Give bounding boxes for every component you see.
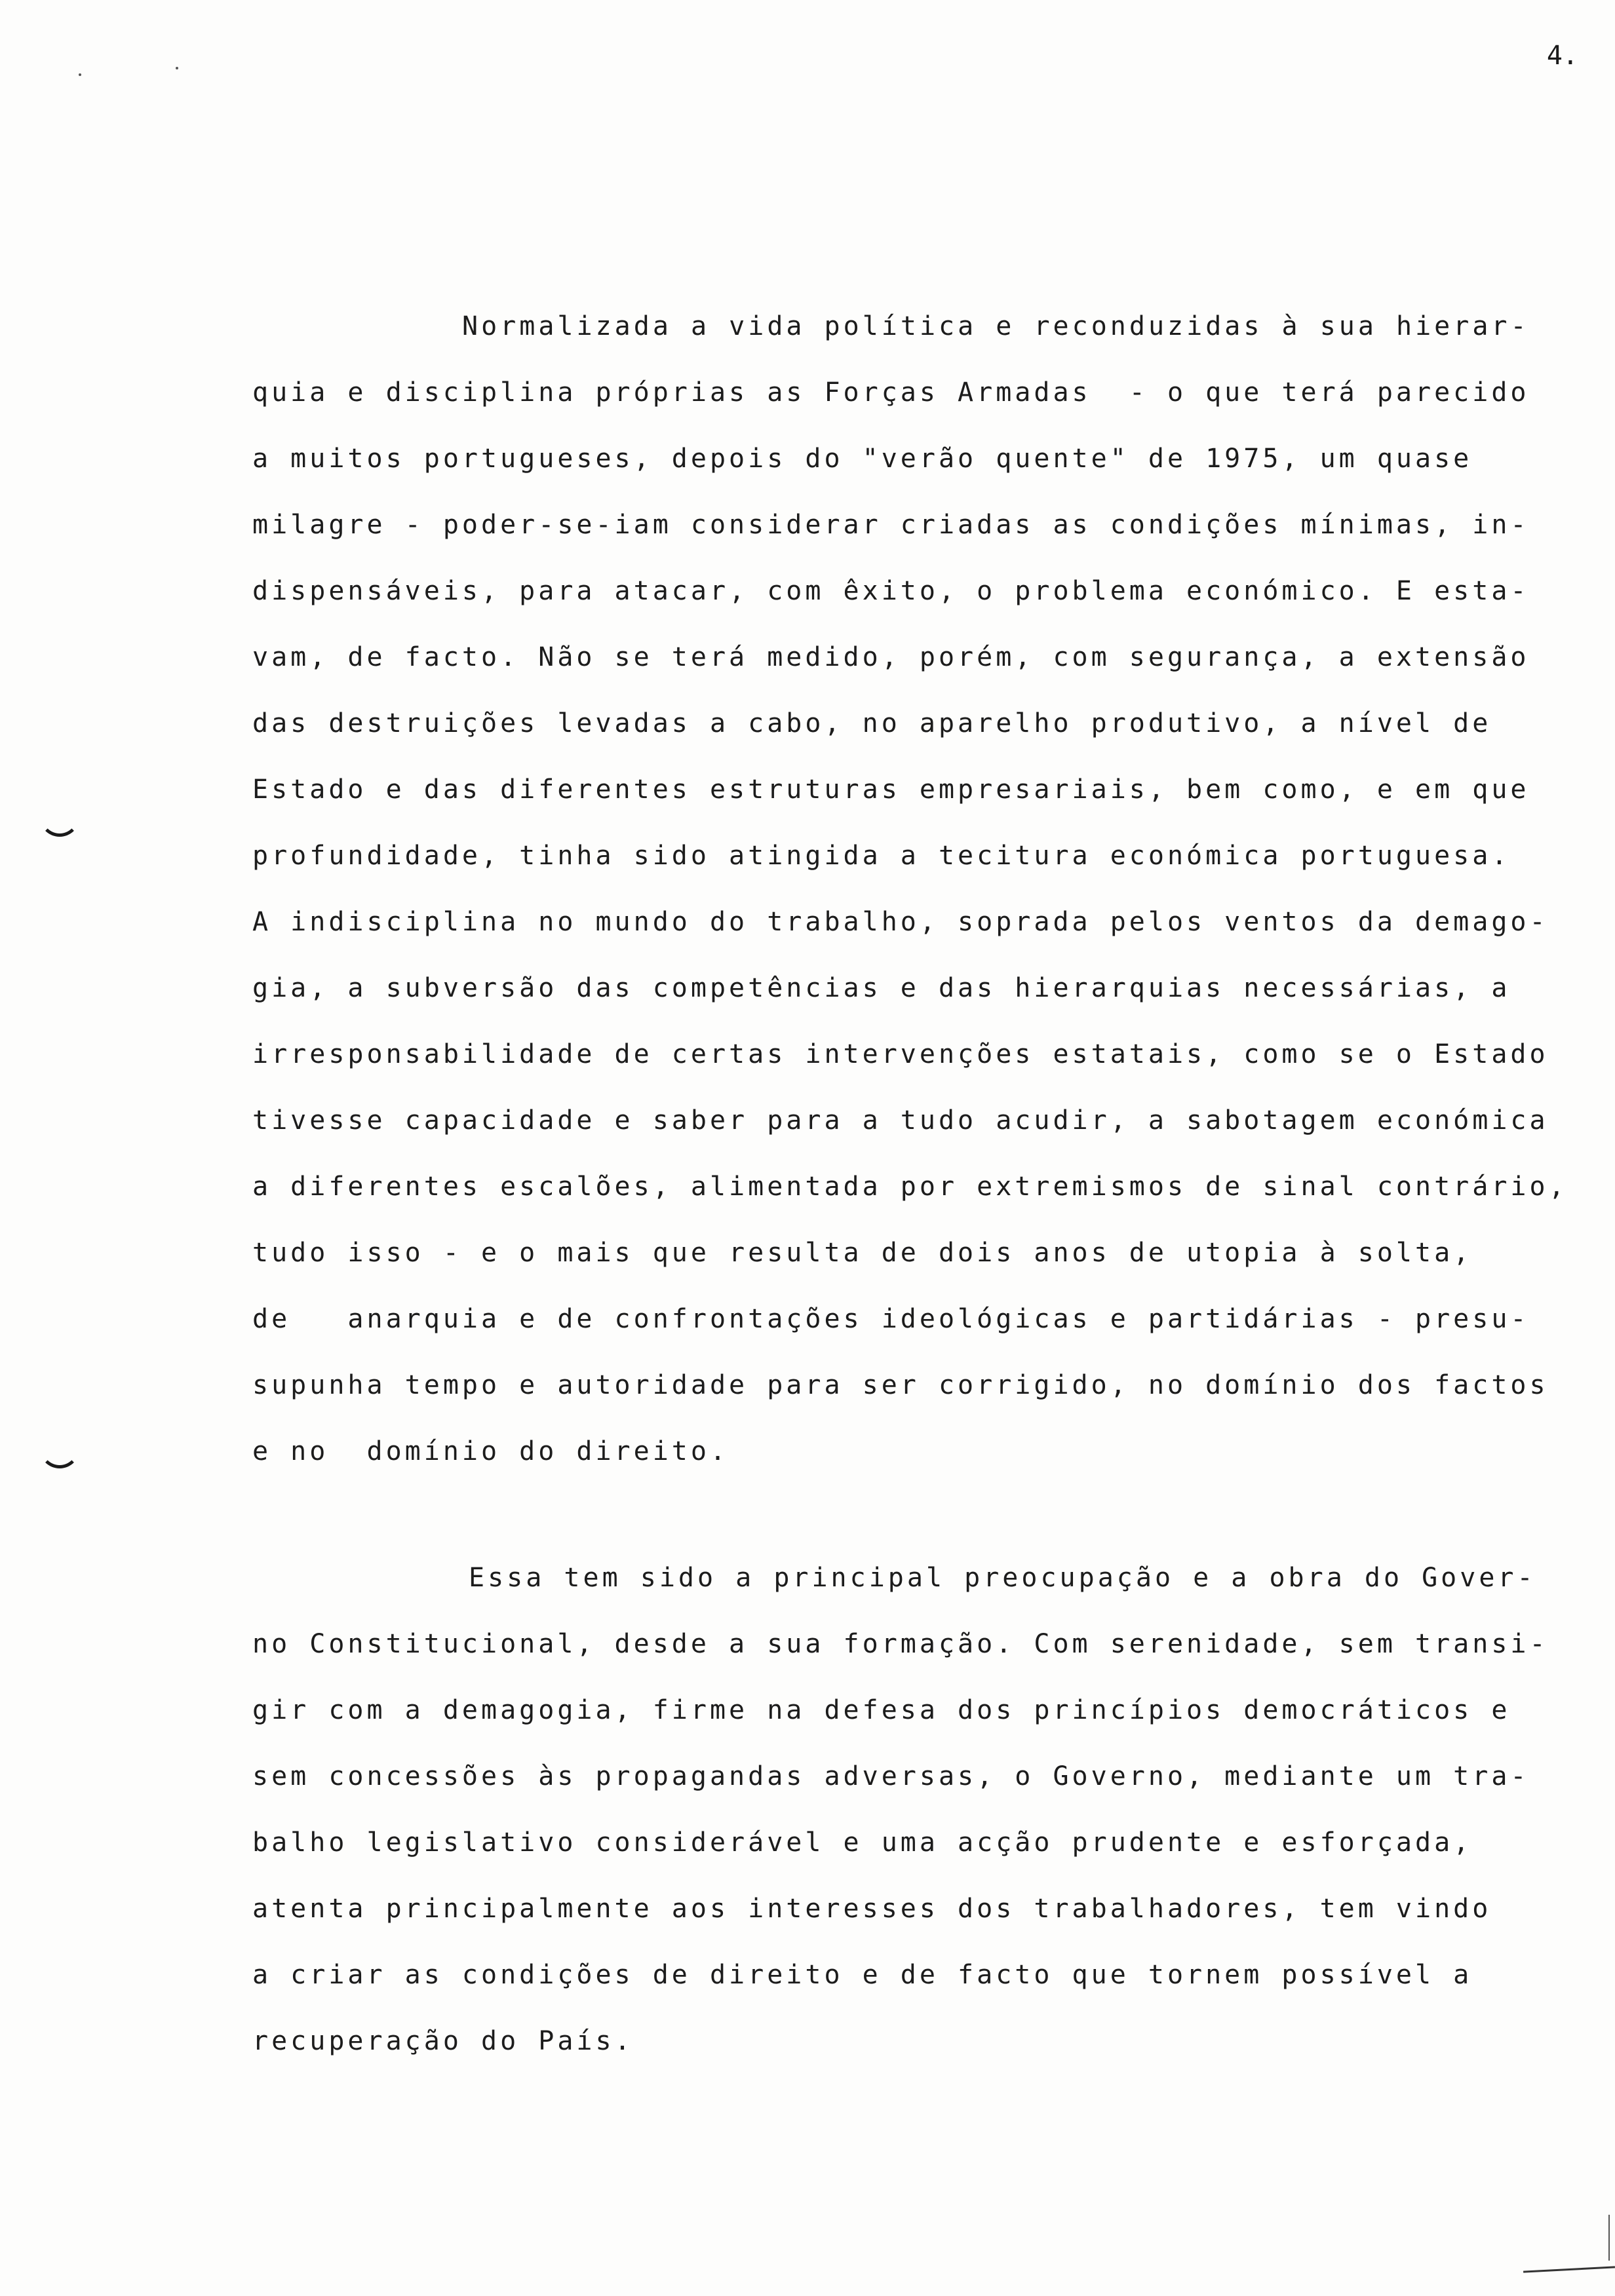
text-line: vam, de facto. Não se terá medido, porém, com segurança, a extensão [252,642,1530,672]
text-line: A indisciplina no mundo do trabalho, soprada pelos ventos da demago- [252,907,1549,937]
text-line: a muitos portugueses, depois do "verão quente" de 1975, um quase [252,444,1473,474]
text-line: milagre - poder-se-iam considerar criadas as condições mínimas, in- [252,510,1530,540]
scan-bottom-mark [1523,2266,1615,2272]
text-line: a diferentes escalões, alimentada por extremismos de sinal contrário, [252,1172,1568,1202]
text-line: das destruições levadas a cabo, no aparelho produtivo, a nível de [252,708,1492,738]
text-line: a criar as condições de direito e de facto que tornem possível a [252,1960,1473,1990]
text-line: Estado e das diferentes estruturas empresariais, bem como, e em que [252,775,1530,805]
text-line: balho legislativo considerável e uma acção prudente e esforçada, [252,1827,1473,1858]
page-number: 4. [1546,41,1578,71]
text-line: irresponsabilidade de certas intervenções estatais, como se o Estado [252,1039,1549,1069]
text-line: dispensáveis, para atacar, com êxito, o problema económico. E esta- [252,576,1530,606]
text-line: recuperação do País. [252,2026,634,2056]
text-line: Essa tem sido a principal preocupação e a obra do Gover- [469,1563,1536,1593]
scan-speck [79,73,81,76]
text-line: gir com a demagogia, firme na defesa dos princípios democráticos e [252,1695,1511,1725]
text-line: tudo isso - e o mais que resulta de dois anos de utopia à solta, [252,1238,1473,1268]
text-line: atenta principalmente aos interesses dos trabalhadores, tem vindo [252,1894,1492,1924]
margin-check-mark [39,1448,80,1468]
text-line: gia, a subversão das competências e das hierarquias necessárias, a [252,973,1511,1003]
text-line: Normalizada a vida política e reconduzidas à sua hierar- [462,311,1530,341]
margin-check-mark [39,816,80,837]
scan-speck [176,67,178,69]
text-line: no Constitucional, desde a sua formação. Com serenidade, sem transi- [252,1629,1549,1659]
text-line: de anarquia e de confrontações ideológicas e partidárias - presu- [252,1304,1530,1334]
text-line: quia e disciplina próprias as Forças Armadas - o que terá parecido [252,377,1530,408]
text-line: supunha tempo e autoridade para ser corrigido, no domínio dos factos [252,1370,1549,1400]
text-line: tivesse capacidade e saber para a tudo acudir, a sabotagem económica [252,1105,1549,1136]
paragraph-2 [252,1558,1603,2056]
text-line: profundidade, tinha sido atingida a tecitura económica portuguesa. [252,841,1511,871]
scan-edge-mark [1608,2215,1610,2261]
paragraph-1 [252,307,1603,1466]
text-line: e no domínio do direito. [252,1436,730,1466]
text-line: sem concessões às propagandas adversas, o Governo, mediante um tra- [252,1761,1530,1791]
